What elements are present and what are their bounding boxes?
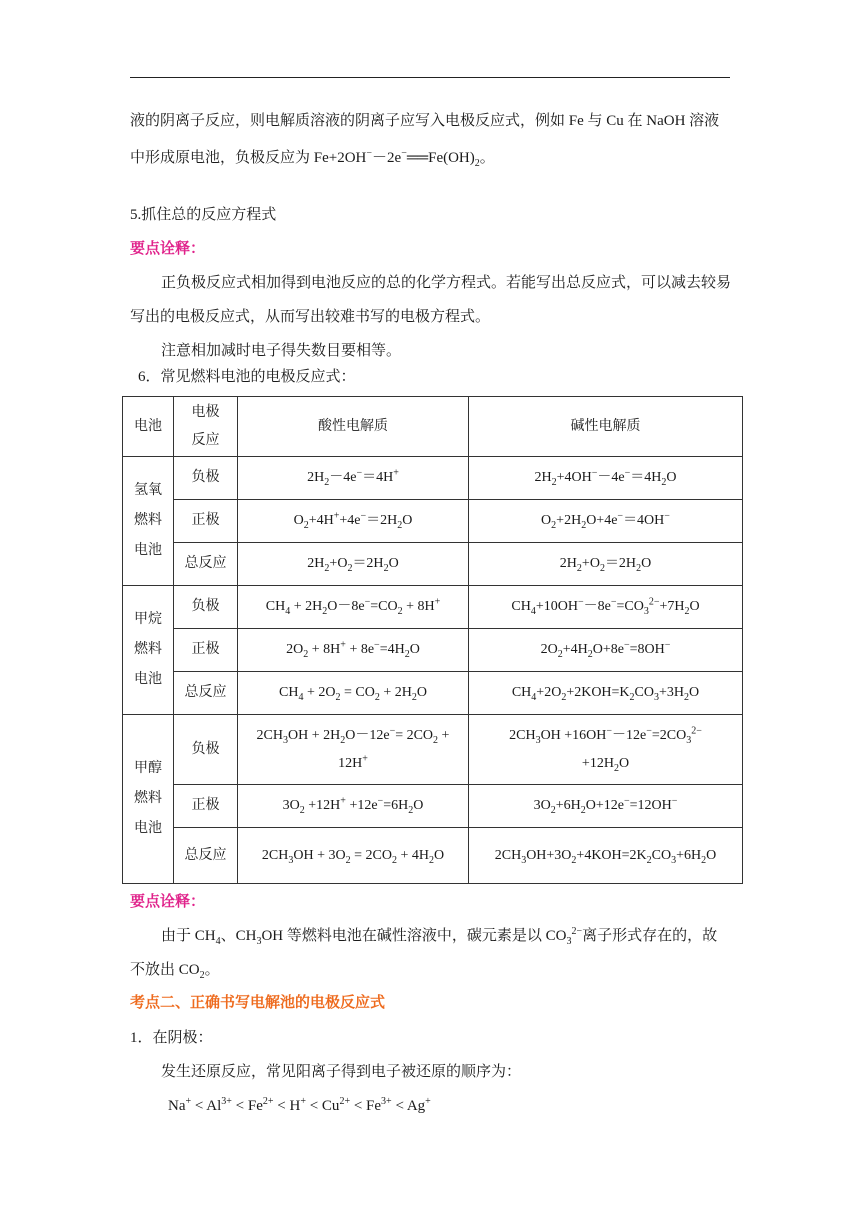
table-row xyxy=(123,715,743,785)
base-cell: $2H_2+O_2=2H_2O$ xyxy=(469,543,743,586)
electrode-cell: 正极 xyxy=(174,500,238,543)
acid-cell: $3O_2 +12H^+ +12e^-=6H_2O$ xyxy=(238,785,469,828)
section-6-heading: 6．常见燃料电池的电极反应式： xyxy=(138,369,356,385)
base-cell: $2CH_3OH +16OH^--12e^-=2CO_3^{2-}$ $+12H_2O$ xyxy=(469,715,743,785)
acid-cell: $2CH_3OH + 3O_2 = 2CO_2 + 4H_2O$ xyxy=(238,828,469,884)
electrode-cell: 负极 xyxy=(174,586,238,629)
base-cell: $2O_2+4H_2O+8e^-=8OH^-$ xyxy=(469,629,743,672)
base-cell: $2CH_3OH+3O_2+4KOH=2K_2CO_3+6H_2O$ xyxy=(469,828,743,884)
electrode-cell: 正极 xyxy=(174,629,238,672)
kp2-item-1: 1．在阴极： xyxy=(130,1030,213,1046)
key-points-label: 要点诠释： xyxy=(130,241,206,257)
note-line-2: 不放出 $CO_2$。 xyxy=(130,962,220,981)
battery-name-methane: 甲烷 燃料 电池 xyxy=(123,586,174,715)
section-5-para-line-2: 写出的电极反应式，从而写出较难书写的电极方程式。 xyxy=(130,309,491,325)
acid-cell: $2H_2+O_2=2H_2O$ xyxy=(238,543,469,586)
electrode-cell: 负极 xyxy=(174,457,238,500)
acid-cell: $2CH_3OH + 2H_2O-12e^-= 2CO_2$ + 12H+ xyxy=(238,715,469,785)
reduction-order: $Na^+ < Al^{3+} < Fe^{2+} < H^+ < Cu^{2+} < Fe^{3+} < Ag^+$ xyxy=(168,1096,431,1114)
acid-cell: $CH_4 + 2H_2O-8e^-=CO_2 + 8H^+$ xyxy=(238,586,469,629)
acid-cell: $2O_2 + 8H^+ + 8e^-=4H_2O$ xyxy=(238,629,469,672)
table-header-row xyxy=(123,397,743,457)
electrode-cell: 正极 xyxy=(174,785,238,828)
kp2-item-1-desc: 发生还原反应，常见阳离子得到电子被还原的顺序为： xyxy=(161,1064,522,1080)
table-row xyxy=(123,629,743,672)
battery-name-methanol: 甲醇 燃料 电池 xyxy=(123,715,174,884)
section-5-note: 注意相加减时电子得失数目要相等。 xyxy=(161,343,402,359)
intro-line-2: 中形成原电池，负极反应为 $Fe+2OH^--2e^-══Fe(OH)_2$。 xyxy=(130,148,495,169)
fuel-cell-table xyxy=(122,396,743,884)
key-points-label-2: 要点诠释： xyxy=(130,894,206,910)
base-cell: $3O_2+6H_2O+12e^-=12OH^-$ xyxy=(469,785,743,828)
base-cell: $O_2+2H_2O+4e^-=4OH^-$ xyxy=(469,500,743,543)
header-base: 碱性电解质 xyxy=(469,397,743,457)
electrode-cell: 总反应 xyxy=(174,543,238,586)
electrode-cell: 负极 xyxy=(174,715,238,785)
table-row xyxy=(123,586,743,629)
header-acid: 酸性电解质 xyxy=(238,397,469,457)
electrode-cell: 总反应 xyxy=(174,828,238,884)
base-cell: $CH_4+10OH^--8e^-=CO_3^{2-}+7H_2O$ xyxy=(469,586,743,629)
table-row xyxy=(123,457,743,500)
header-electrode: 电极 反应 xyxy=(174,397,238,457)
intro-line-1: 液的阴离子反应，则电解质溶液的阴离子应写入电极反应式，例如 Fe 与 Cu 在 NaOH 溶液 xyxy=(130,113,720,129)
acid-cell: $2H_2-4e^-=4H^+$ xyxy=(238,457,469,500)
section-5-heading: 5.抓住总的反应方程式 xyxy=(130,207,277,223)
base-cell: $CH_4+2O_2+2KOH=K_2CO_3+3H_2O$ xyxy=(469,672,743,715)
header-battery: 电池 xyxy=(123,397,174,457)
battery-name-hydrogen: 氢氧 燃料 电池 xyxy=(123,457,174,586)
table-row xyxy=(123,543,743,586)
header-rule xyxy=(130,77,730,78)
table-row xyxy=(123,785,743,828)
table-row xyxy=(123,500,743,543)
acid-cell: $CH_4 + 2O_2 = CO_2 + 2H_2O$ xyxy=(238,672,469,715)
kp2-heading: 考点二、正确书写电解池的电极反应式 xyxy=(130,995,386,1011)
section-5-para-line-1: 正负极反应式相加得到电池反应的总的化学方程式。若能写出总反应式，可以减去较易 xyxy=(161,275,732,291)
electrode-cell: 总反应 xyxy=(174,672,238,715)
note-line-1: 由于 $CH_4$、$CH_3OH$ 等燃料电池在碱性溶液中，碳元素是以 $CO_3^{2-}$离子形式存在的，故 xyxy=(161,926,718,947)
table-row xyxy=(123,828,743,884)
acid-cell: $O_2+4H^++4e^-=2H_2O$ xyxy=(238,500,469,543)
base-cell: $2H_2+4OH^--4e^-=4H_2O$ xyxy=(469,457,743,500)
table-row xyxy=(123,672,743,715)
